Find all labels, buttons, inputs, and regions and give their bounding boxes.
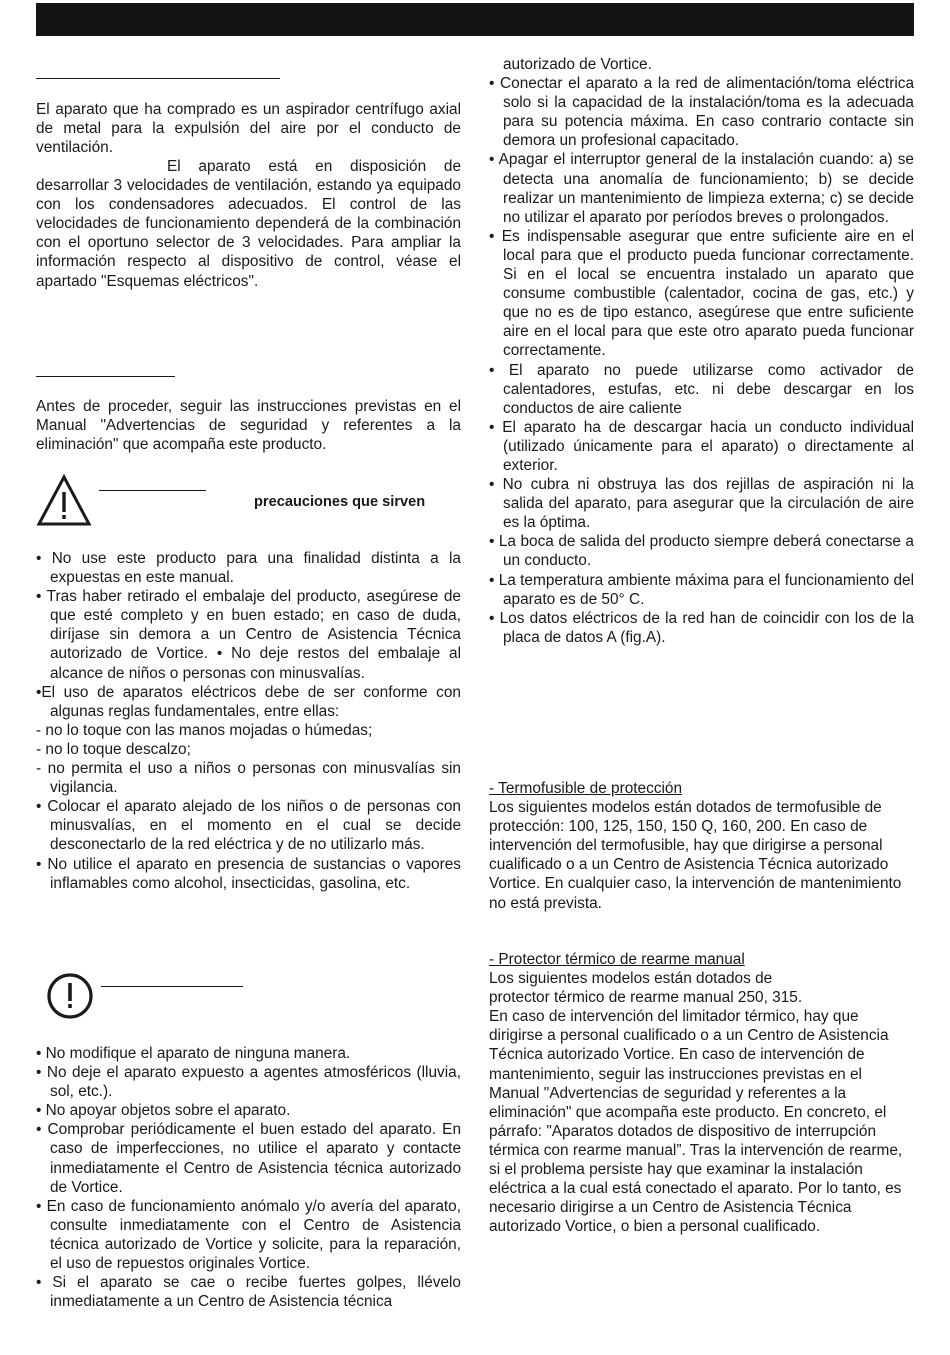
thermal-text: Los siguientes modelos están dotados de protector térmico de rearme manual 250, 315. — [489, 970, 803, 1007]
warning-text: precauciones que sirven — [254, 494, 426, 510]
right-warning-list — [489, 55, 914, 647]
list-item: • No deje el aparato expuesto a agentes atmosféricos (lluvia, sol, etc.). — [36, 1064, 461, 1101]
list-item: • La temperatura ambiente máxima para el funcionamiento del aparato es de 50° C. — [489, 571, 914, 608]
list-item: • En caso de funcionamiento anómalo y/o avería del aparato, consulte inmediatamente con el Centro de Asistencia técnica autorizado de Vortice y solicite, para la reparación, el uso de repuestos originales Vortice. — [36, 1197, 461, 1273]
thermal-title: - Protector térmico de rearme manual — [489, 951, 745, 968]
header-bar — [36, 3, 914, 36]
safety-intro: Antes de proceder, seguir las instrucciones previstas en el Manual "Advertencias de seguridad y referentes a la eliminación" que acompaña este producto. — [36, 398, 461, 454]
caution-list — [36, 1044, 461, 1311]
caution-title-rule — [101, 986, 243, 987]
section-title-rule-safety — [36, 376, 175, 377]
warning-triangle-icon — [36, 474, 92, 527]
list-item: • La boca de salida del producto siempre deberá conectarse a un conducto. — [489, 533, 914, 570]
fuse-section — [489, 779, 914, 913]
list-item: •El uso de aparatos eléctricos debe de ser conforme con algunas reglas fundamentales, entre ellas: — [36, 683, 461, 720]
list-item: - no lo toque con las manos mojadas o húmedas; — [36, 721, 373, 739]
fuse-text: Los siguientes modelos están dotados de termofusible de protección: 100, 125, 150, 150 Q, 160, 200. En caso de intervención del termofusible, hay que dirigirse a personal cualificado o a un Centro de Asistencia Técnica autorizado Vortice. En cualquier caso, la intervención de mantenimiento no está prevista. — [489, 799, 902, 912]
list-item: • El aparato no puede utilizarse como activador de calentadores, estufas, etc. ni debe descargar en los conductos de aire caliente — [489, 361, 914, 417]
list-item: • Apagar el interruptor general de la instalación cuando: a) se detecta una anomalía de funcionamiento; b) se decide realizar un mantenimiento de limpieza externa; c) se decide no utilizar el aparato por períodos breves o prolongados. — [489, 151, 914, 226]
warning-title-rule — [99, 490, 206, 491]
list-item: • No utilice el aparato en presencia de sustancias o vapores inflamables como alcohol, insecticidas, gasolina, etc. — [36, 855, 461, 892]
list-item: • No modifique el aparato de ninguna manera. — [36, 1045, 351, 1062]
thermal-text-2: En caso de intervención del limitador térmico, hay que dirigirse a personal cualificado o a un Centro de Asistencia Técnica autorizado Vortice. En caso de intervención de mantenimiento, seguir las instrucciones previstas en el Manual "Advertencias de seguridad y referentes a la eliminación" que acompaña este producto. En concreto, el párrafo: "Aparatos dotados de dispositivo de interrupción térmica con rearme manual”. Tras la intervención de rearme, si el problema persiste hay que examinar la instalación eléctrica a la cual está conectado el aparato. Por lo tanto, es necesario dirigirse a un Centro de Asistencia Técnica autorizado Vortice, o bien a personal cualificado. — [489, 1008, 903, 1236]
list-item: • Tras haber retirado el embalaje del producto, asegúrese de que esté completo y en buen estado; en caso de duda, diríjase sin demora a un Centro de Asistencia Técnica autorizado de Vortice. • No deje restos del embalaje al alcance de niños o personas con minusvalías. — [36, 588, 461, 682]
list-item: • El aparato ha de descargar hacia un conducto individual (utilizado únicamente para el aparato) o directamente al exterior. — [489, 418, 914, 474]
warning-list — [36, 549, 461, 893]
thermal-section — [489, 950, 914, 1236]
list-item: • Colocar el aparato alejado de los niños o de personas con minusvalías, en el momento en el cual se decide desconectarlo de la red eléctrica y de no utilizarlo más. — [36, 798, 461, 854]
section-title-rule-description — [36, 78, 280, 79]
fuse-title: - Termofusible de protección — [489, 780, 683, 797]
list-item: • Los datos eléctricos de la red han de coincidir con los de la placa de datos A (fig.A). — [489, 609, 914, 646]
list-item: - no permita el uso a niños o personas con minusvalías sin vigilancia. — [36, 760, 461, 797]
intro-paragraph-cont: El aparato está en disposición de desarrollar 3 velocidades de ventilación, estando ya equipado con los condensadores adecuados. El control de las velocidades de funcionamiento dependerá de la combinación con el oportuno selector de 3 velocidades. Para ampliar la información respecto al dispositivo de control, véase el apartado "Esquemas eléctricos". — [36, 158, 461, 290]
intro-paragraph: El aparato que ha comprado es un aspirador centrífugo axial de metal para la expulsión del aire por el conducto de ventilación. — [36, 101, 461, 157]
list-item: • Si el aparato se cae o recibe fuertes golpes, llévelo inmediatamente a un Centro de Asistencia técnica — [36, 1274, 461, 1311]
list-item: - no lo toque descalzo; — [36, 740, 191, 758]
list-item: • No cubra ni obstruya las dos rejillas de aspiración ni la salida del aparato, para asegurar que la circulación de aire es la óptima. — [489, 476, 914, 532]
list-item: • No use este producto para una finalidad distinta a la expuestas en este manual. — [36, 550, 461, 587]
list-item: • No apoyar objetos sobre el aparato. — [36, 1102, 291, 1120]
list-item: autorizado de Vortice. — [503, 56, 652, 73]
exclamation-circle-icon — [45, 972, 95, 1020]
list-item: • Conectar el aparato a la red de alimentación/toma eléctrica solo si la capacidad de la instalación/toma es la adecuada para su potencia máxima. En caso contrario contacte sin demora un profesional capacitado. — [489, 75, 914, 150]
list-item: • Comprobar periódicamente el buen estado del aparato. En caso de imperfecciones, no utilice el aparato y contacte inmediatamente el Centro de Asistencia técnica autorizado de Vortice. — [36, 1121, 461, 1196]
list-item: • Es indispensable asegurar que entre suficiente aire en el local para que el producto pueda funcionar correctamente. Si en el local se encuentra instalado un aparato que consume combustible (calentador, cocina de gas, etc.) y que no es de tipo estanco, asegúrese que entre suficiente aire en el local para que este otro aparato pueda funcionar correctamente. — [489, 227, 914, 360]
